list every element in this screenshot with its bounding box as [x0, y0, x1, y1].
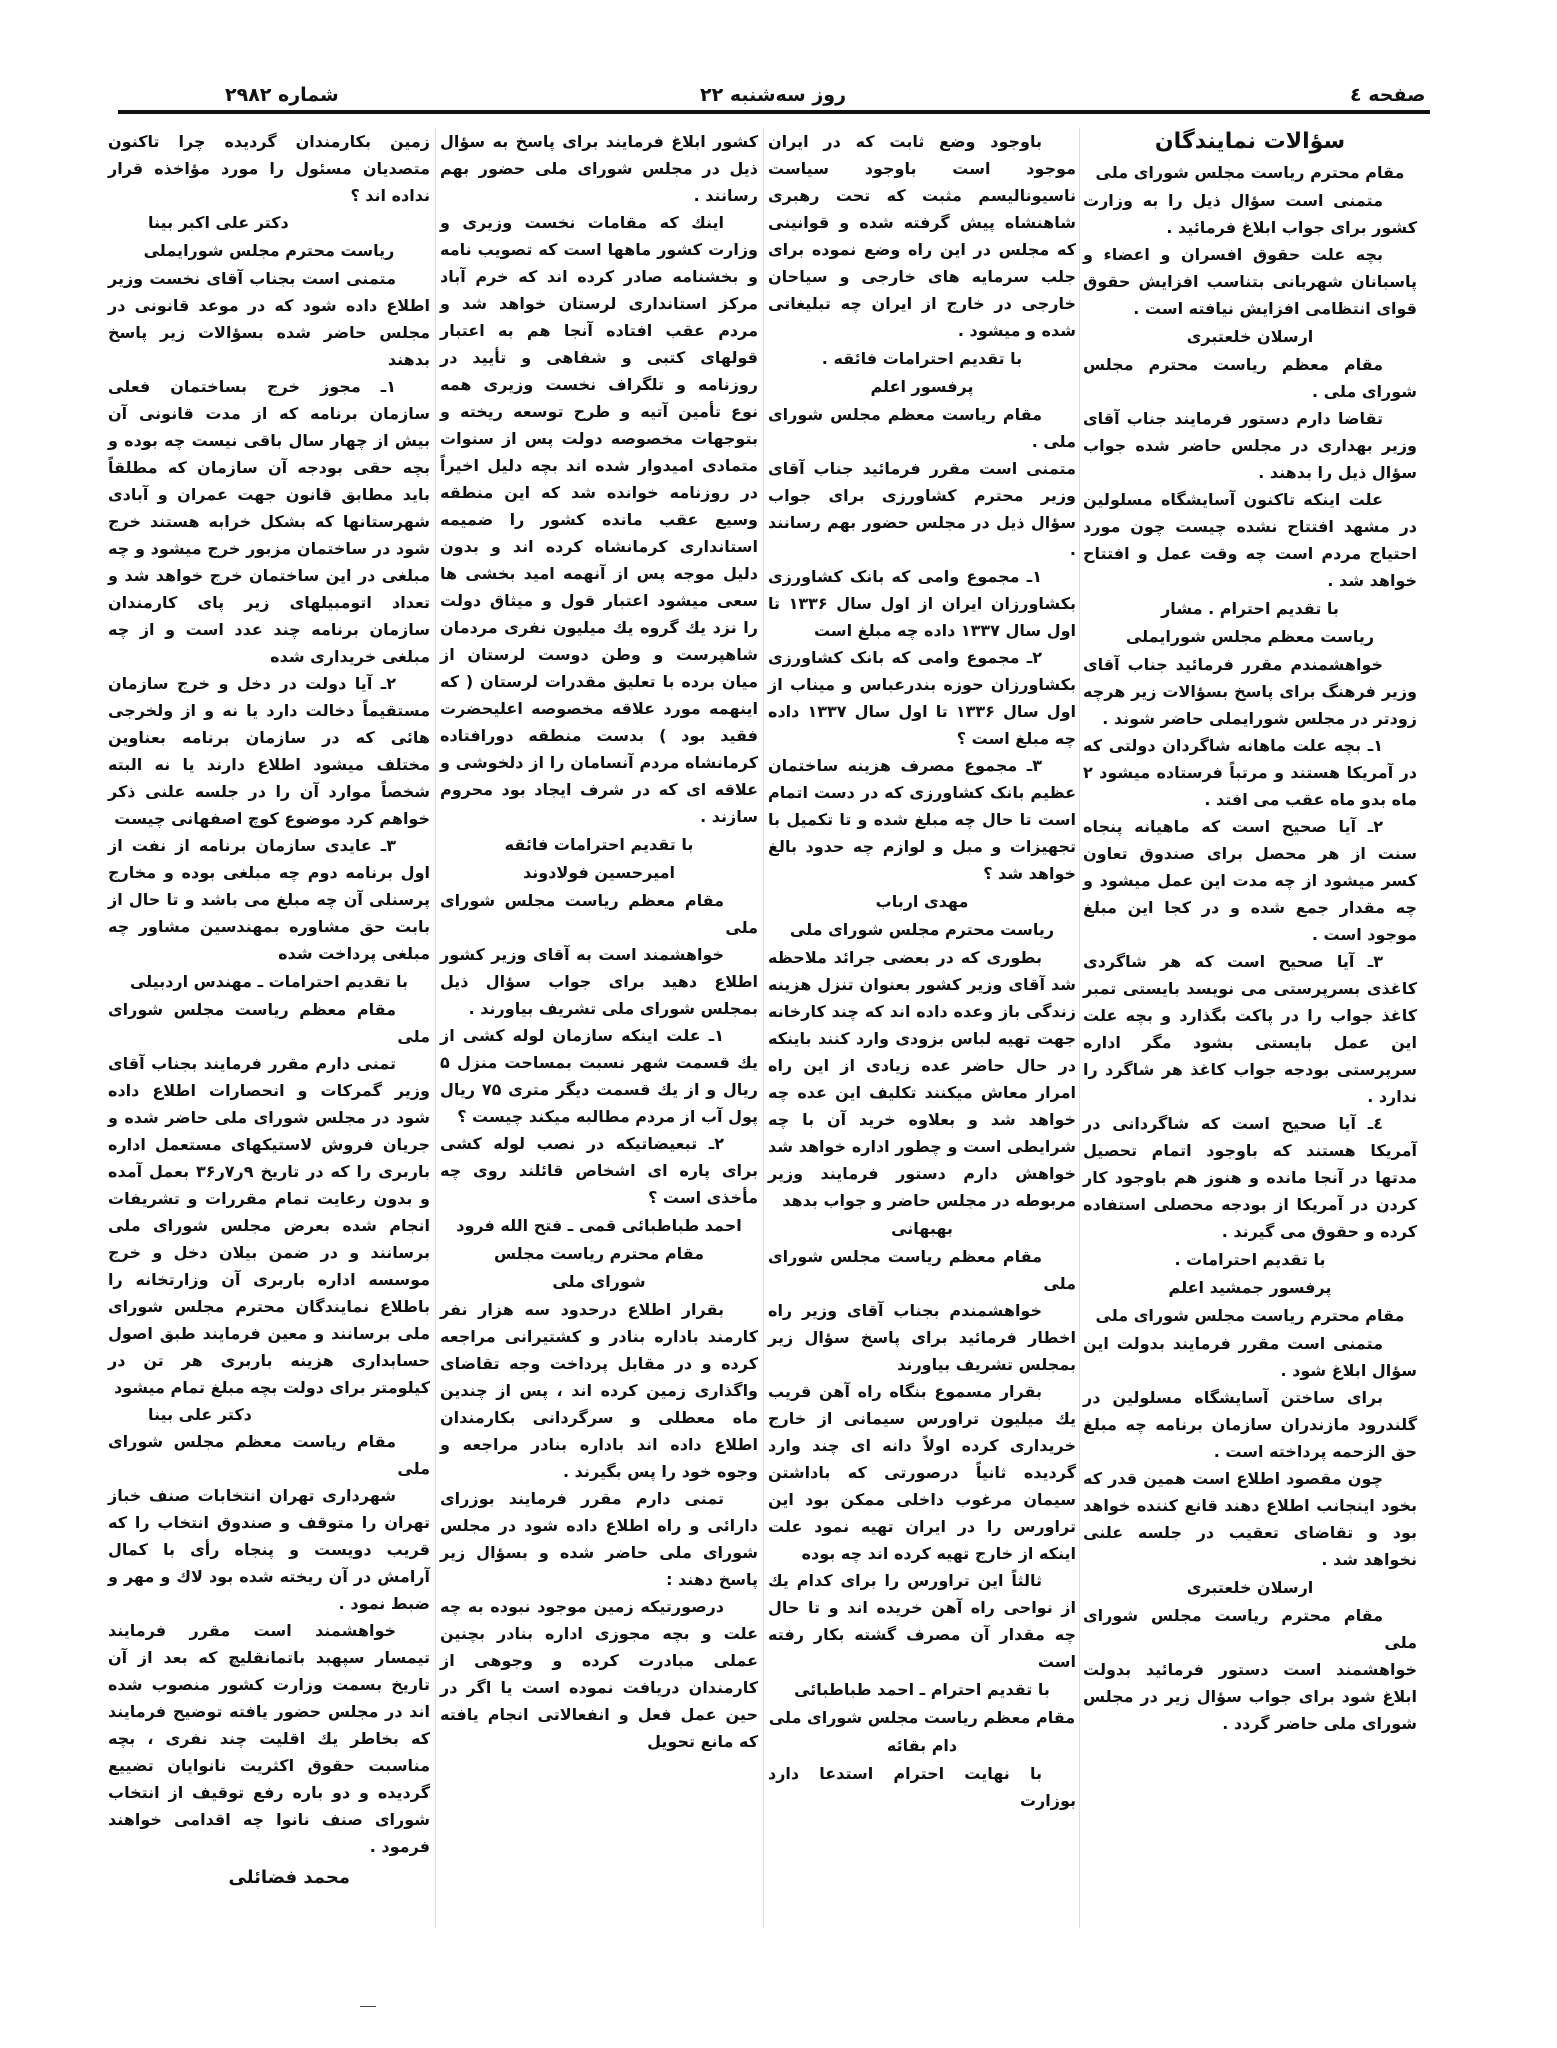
centered-heading: مقام محترم ریاست مجلس شورای ملی	[1095, 163, 1405, 182]
page-number: صفحه ٤	[1350, 84, 1426, 106]
paragraph: ٤ـ آیا صحیح است که شاگردانی در آمریکا هستند که باوجود اتمام تحصیل مدتها در آنجا مانده و هنوز هم باوجود کار کردن در آمریکا از بودجه محصلی استفاده کرده و حقوق می گیرند .	[1083, 1114, 1417, 1241]
paragraph: مقام معظم ریاست محترم مجلس شورای ملی .	[1083, 355, 1417, 401]
paragraph: کشور ابلاغ فرمایند برای پاسخ به سؤال ذیل در مجلس شورای ملی حضور بهم رسانند .	[440, 132, 758, 205]
paragraph: خواهشمند است دستور فرمائید بدولت ابلاغ شود برای جواب سؤال زیر در مجلس شورای ملی حاضر گردد .	[1083, 1660, 1417, 1733]
paragraph: بقرار اطلاع درحدود سه هزار نفر کارمند باداره بنادر و کشتیرانی مراجعه کرده و در مقابل پرداخت وجه تقاضای واگذاری زمین کرده اند ، پس از چندین ماه معطلی و سرگردانی بکارمندان اطلاع داده اند باداره بنادر مراجعه و وجوه خود را پس بگیرند .	[440, 1300, 758, 1481]
paragraph: ۱ـ مجوز خرج بساختمان فعلی سازمان برنامه که از مدت قانونی آن بیش از چهار سال باقی نیست چه بوده و بچه حقی بودجه آن سازمان که مطلقاً باید مطابق قانون جهت عمران و آبادی شهرستانها که بشکل خرابه هستند خرج شود در ساختمان مزبور خرج میشود و چه مبلغی در این ساختمان خرج خواهد شد و تعداد اتومبیلهای زیر پای کارمندان سازمان برنامه چند عدد است و از چه مبلغی خریداری شده	[108, 377, 430, 666]
paragraph: درصورتیکه زمین موجود نبوده به چه علت و بچه مجوزی اداره بنادر بچنین عملی مبادرت کرده و وجوهی از کارمندان دریافت نموده است یا اگر در حین عمل فعل و انفعالاتی انجام یافته که مانع تحویل	[440, 1597, 758, 1751]
paragraph: شهرداری تهران انتخابات صنف خباز تهران را متوقف و صندوق انتخاب را که قریب دویست و پنجاه رأی با کمال آرامش در آن ریخته شده بود لاك و مهر و ضبط نمود .	[108, 1486, 430, 1613]
paragraph: خواهشمندم مقرر فرمائید جناب آقای وزیر فرهنگ برای پاسخ بسؤالات زیر هرچه زودتر در مجلس شورایملی حاضر شوند .	[1083, 655, 1417, 728]
paragraph: متمنی است بجناب آقای نخست وزیر اطلاع داده شود که در موعد قانونی در مجلس حاضر شده بسؤالات زیر پاسخ بدهند	[108, 269, 430, 369]
issue-date: روز سه‌شنبه ۲۲	[700, 84, 847, 106]
paragraph: ۲ـ مجموع وامی که بانک کشاورزی بکشاورزان حوزه بندرعباس و میناب از اول سال ۱۳۳۶ تا اول سال ۱۳۳۷ داده چه مبلغ است ؟	[768, 648, 1077, 748]
centered-heading: مقام معظم ریاست مجلس شورای ملی	[768, 1708, 1076, 1727]
centered-heading: با تقدیم احترامات ـ مهندس اردبیلی	[129, 972, 409, 991]
centered-heading: مقام محترم ریاست مجلس	[494, 1244, 704, 1263]
paragraph: مقام ریاست معظم مجلس شورای ملی .	[768, 405, 1076, 451]
paragraph: مقام معظم ریاست مجلس شورای ملی	[108, 1000, 430, 1046]
centered-heading: شورای ملی	[552, 1272, 646, 1291]
paragraph: ۱ـ مجموع وامی که بانک کشاورزی بکشاورزان ایران از اول سال ۱۳۳۶ تا اول سال ۱۳۳۷ داده چه مبلغ است	[768, 567, 1076, 640]
paragraph: ۳ـ عایدی سازمان برنامه از نفت از اول برنامه دوم چه مبلغی بوده و مخارج پرسنلی آن چه مبلغ می باشد و تا حال از بابت حق مشاوره بمهندسین مشاور چه مبلغی پرداخت شده	[108, 836, 430, 963]
paragraph: ۳ـ مجموع مصرف هزینه ساختمان عظیم بانک کشاورزی که در دست اتمام است تا حال چه مبلغ شده و تا تکمیل با تجهیزات و مبل و لوازم چه حدود بالغ خواهد شد ؟	[768, 756, 1076, 883]
paragraph: ۲ـ آیا صحیح است که ماهیانه پنجاه سنت از هر محصل برای صندوق تعاون کسر میشود از چه مدت این عمل میشود و چه مقدار جمع شده و در کجا این مبلغ موجود است .	[1083, 817, 1417, 944]
paragraph: متمنی است سؤال ذیل را به وزارت کشور برای جواب ابلاغ فرمائید .	[1083, 191, 1417, 237]
column-1	[1083, 128, 1417, 1737]
centered-heading: با تقدیم احترامات فائقه	[504, 835, 694, 854]
centered-heading: با تقدیم احترام . مشار	[1161, 599, 1339, 618]
centered-heading: با تقدیم احترام ـ احمد طباطبائی	[794, 1680, 1050, 1699]
end-mark	[360, 2006, 376, 2007]
paragraph: علت اینکه تاکنون آسایشگاه مسلولین در مشهد افتتاح نشده چیست چون مورد احتیاج مردم است چه وقت عمل و افتتاح خواهد شد .	[1083, 490, 1417, 590]
paragraph: مقام محترم ریاست مجلس شورای ملی	[1083, 1606, 1417, 1652]
centered-heading: بهبهانی	[891, 1219, 953, 1238]
paragraph: خواهشمندم بجناب آقای وزیر راه اخطار فرمائید برای پاسخ سؤال زیر بمجلس تشریف بیاورند	[768, 1301, 1076, 1374]
paragraph: متمنی است مقرر فرمایند بدولت این سؤال ابلاغ شود .	[1083, 1334, 1417, 1380]
column-4	[108, 128, 430, 1891]
paragraph: خواهشمند است مقرر فرمایند تیمسار سپهبد باتمانقلیچ که بعد از آن تاریخ بسمت وزارت کشور منصوب شده اند در مجلس حضور یافته توضیح فرمایند که بخاطر یك اقلیت چند نفری ، بچه مناسبت حقوق اکثریت نانوایان تضییع گردیده و دو باره رفع توقیف از انتخاب شورای صنف نانوا چه اقدامی خواهند فرمود .	[108, 1621, 430, 1856]
centered-heading: مقام محترم ریاست مجلس شورای ملی	[1095, 1306, 1405, 1325]
section-title: سؤالات نمایندگان	[1154, 129, 1346, 154]
centered-heading: پرفسور اعلم	[870, 377, 974, 396]
centered-heading: با تقدیم احترامات .	[1174, 1250, 1326, 1269]
paragraph: بقرار مسموع بنگاه راه آهن قریب یك میلیون تراورس سیمانی از خارج خریداری کرده اولاً دانه ای چند وارد گردیده ثانیاً درصورتی که باداشتن سیمان مرغوب داخلی ممکن بود این تراورس را در ایران تهیه نمود علت اینکه از خارج تهیه کرده اند چه بوده	[768, 1382, 1076, 1563]
signature: محمد فضائلی	[228, 1867, 350, 1888]
centered-heading: ارسلان خلعتبری	[1186, 1578, 1314, 1597]
paragraph: باوجود وضع ثابت که در ایران موجود است باوجود سیاست ناسیونالیسم مثبت که تحت رهبری شاهنشاه پیش گرفته شده و قوانینی که مجلس در این راه وضع نموده برای جلب سرمایه های خارجی و سیاحان خارجی در خارج از ایران چه تبلیغاتی شده و میشود .	[768, 132, 1076, 340]
centered-heading: پرفسور جمشید اعلم	[1168, 1278, 1332, 1297]
column-divider	[1079, 128, 1080, 1928]
paragraph: متمنی است مقرر فرمائید جناب آقای وزیر محترم کشاورزی برای جواب سؤال ذیل در مجلس حضور بهم رسانند .	[768, 459, 1076, 559]
paragraph: ۳ـ آیا صحیح است که هر شاگردی کاغذی بسرپرستی می نویسد بایستی تمبر کاغذ جواب را در پاکت بگذارد و بچه علت این عمل بایستی بشود مگر اداره سرپرستی بودجه جواب کاغذ هر شاگرد را ندارد .	[1083, 952, 1417, 1106]
paragraph: ۱ـ علت اینکه سازمان لوله کشی از یك قسمت شهر نسبت بمساحت منزل ۵ ریال و از یك قسمت دیگر متری ۷۵ ریال پول آب از مردم مطالبه میکند چیست ؟	[440, 1026, 758, 1126]
paragraph: چون مقصود اطلاع است همین قدر که بخود اینجانب اطلاع دهند قانع کننده خواهد بود و تقاضای تعقیب در جلسه علنی نخواهد شد .	[1083, 1469, 1417, 1569]
paragraph: تقاضا دارم دستور فرمایند جناب آقای وزیر بهداری در مجلس حاضر شده جواب سؤال ذیل را بدهند .	[1083, 409, 1417, 482]
paragraph: تمنی دارم مقرر فرمایند بجناب آقای وزیر گمرکات و انحصارات اطلاع داده شود در مجلس شورای ملی حاضر شده و جریان فروش لاستیکهای مستعمل اداره باربری را که در تاریخ ۹ر۷ر۳۶ بعمل آمده و بدون رعایت تمام مقررات و تشریفات انجام شده بعرض مجلس شورای ملی برسانند و در ضمن بیلان دخل و خرج موسسه اداره باربری آن وزارتخانه را باطلاع نمایندگان محترم مجلس شورای ملی برسانند و معین فرمایند طبق اصول حسابداری هزینه باربری هر تن در کیلومتر برای دولت بچه مبلغ تمام میشود	[108, 1054, 431, 1397]
header-rule	[118, 110, 1430, 114]
paragraph: مقام معظم ریاست مجلس شورای ملی	[768, 1247, 1076, 1293]
centered-heading: با تقدیم احترامات فائقه .	[821, 349, 1023, 368]
column-divider	[763, 128, 764, 1928]
centered-heading: مهدی ارباب	[875, 892, 969, 911]
paragraph: مقام ریاست معظم مجلس شورای ملی	[108, 1432, 430, 1478]
centered-heading: ارسلان خلعتبری	[1186, 327, 1314, 346]
paragraph: اینك که مقامات نخست وزیری و وزارت کشور ماهها است که تصویب نامه و بخشنامه صادر کرده اند که خرم آباد مرکز استانداری لرستان خواهد شد و مردم عقب افتاده آنجا هم به اعتبار قولهای کتبی و شفاهی و تأیید در روزنامه و تلگراف نخست وزیری همه نوع تأمین آتیه و طرح توسعه ریخته و بتوجهات مخصوصه دولت پس از سنوات متمادی امیدوار شده اند بچه دلیل اخیراً در روزنامه خوانده شد که این منطقه وسیع عقب مانده کشور را ضمیمه استانداری کرمانشاه کرده اند و بدون دلیل موجه پس از آنهمه امید بخشی ها سعی میشود اعتبار قول و میثاق دولت را نزد یك گروه یك میلیون نفری مردمان شاهپرست و وطن دوست لرستان از میان برده با تعلیق مقدرات لرستان ( که اینهمه مورد علاقه مخصوصه اعلیحضرت فقید بود ) بدست منطقه دورافتاده کرمانشاه مردم آنسامان را از دلخوشی و علاقه ای که در شرف ایجاد بود محروم سازند .	[440, 213, 758, 826]
column-3	[440, 128, 758, 1755]
paragraph: تمنی دارم مقرر فرمایند بوزرای دارائی و راه اطلاع داده شود در مجلس شورای ملی حاضر شده و بسؤال زیر پاسخ دهند :	[440, 1489, 758, 1589]
signature: دکتر علی بینا	[148, 1405, 252, 1424]
paragraph: بطوری که در بعضی جرائد ملاحظه شد آقای وزیر کشور بعنوان تنزل هزینه زندگی باز وعده داده اند که چند کارخانه جهت تهیه لباس بزودی وارد کنند باینکه در حال حاضر عده زیادی از این راه امرار معاش میکنند تکلیف این عده چه خواهد شد و بعلاوه خرید آن با چه شرایطی است و چطور اداره خواهد شد خواهش دارم دستور فرمایند وزیر مربوطه در مجلس حاضر و جواب بدهد	[768, 948, 1076, 1210]
centered-heading: دام بقائه	[886, 1736, 958, 1755]
paragraph: خواهشمند است به آقای وزیر کشور اطلاع دهید برای جواب سؤال ذیل بمجلس شورای ملی تشریف بیاورند .	[440, 945, 758, 1018]
paragraph: ۲ـ تبعیضاتیکه در نصب لوله کشی برای پاره ای اشخاص قائلند روی چه مأخذی است ؟	[440, 1134, 758, 1207]
paragraph: با نهایت احترام استدعا دارد بوزارت	[768, 1764, 1076, 1810]
paragraph: ۱ـ بچه علت ماهانه شاگردان دولتی که در آمریکا هستند و مرتباً فرستاده میشود ۲ ماه بدو ماه عقب می افتد .	[1083, 736, 1417, 809]
centered-heading: احمد طباطبائی قمی ـ فتح الله فرود	[456, 1216, 742, 1235]
centered-heading: ریاست محترم مجلس شورای ملی	[789, 920, 1055, 939]
column-2	[768, 128, 1076, 1814]
paragraph: بچه علت حقوق افسران و اعضاء و پاسبانان شهربانی بتناسب افزایش حقوق قوای انتظامی افزایش نیافته است .	[1083, 245, 1417, 318]
signature: دکتر علی اکبر بینا	[148, 213, 289, 232]
centered-heading: ریاست معظم مجلس شورایملی	[1125, 627, 1375, 646]
paragraph: ۲ـ آیا دولت در دخل و خرج سازمان مستقیماً دخالت دارد یا نه و از ولخرجی هائی که در سازمان برنامه بعناوین مختلف میشود اطلاع دارند یا نه البته شخصاً موارد آن را در جلسه علنی ذکر خواهم کرد موضوع کوچ اصفهانی چیست	[108, 674, 430, 828]
paragraph: ثالثاً این تراورس را برای کدام یك از نواحی راه آهن خریده اند و تا حال چه مقدار آن مصرف گشته بکار رفته است	[768, 1571, 1076, 1671]
centered-heading: امیرحسین فولادوند	[522, 863, 675, 882]
column-divider	[435, 128, 436, 1928]
paragraph: مقام معظم ریاست مجلس شورای ملی	[440, 891, 758, 937]
paragraph: برای ساختن آسایشگاه مسلولین در گلندرود مازندران سازمان برنامه چه مبلغ حق الزحمه پرداخته است .	[1083, 1388, 1417, 1461]
centered-heading: ریاست محترم مجلس شورایملی	[143, 241, 395, 260]
issue-number: شماره ۲۹۸۲	[225, 84, 339, 106]
paragraph: زمین بکارمندان گردیده چرا تاکنون متصدیان مسئول را مورد مؤاخذه قرار نداده اند ؟	[108, 132, 430, 205]
